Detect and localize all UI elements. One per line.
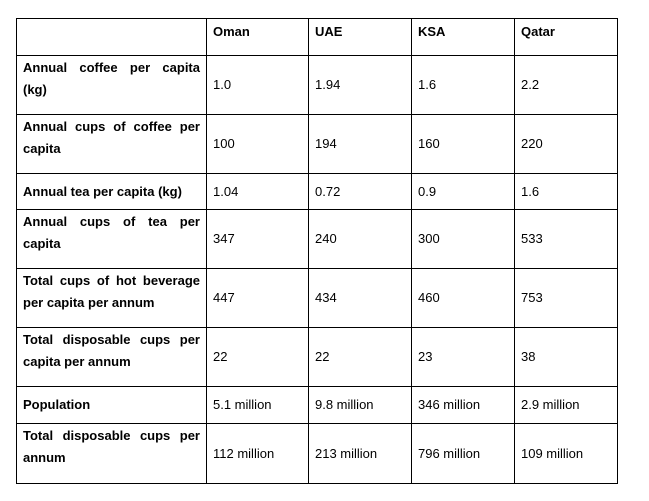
table-cell: 434 (309, 269, 412, 328)
table-cell: 0.9 (412, 174, 515, 210)
table-cell: 300 (412, 210, 515, 269)
column-header-uae: UAE (309, 19, 412, 56)
row-label: Annual cups of coffee per capita (17, 115, 207, 174)
table-row (17, 269, 618, 328)
table-cell: 194 (309, 115, 412, 174)
table-cell: 2.9 million (515, 387, 618, 424)
column-header-oman: Oman (207, 19, 309, 56)
table-cell: 112 million (207, 424, 309, 484)
table-cell: 100 (207, 115, 309, 174)
table-cell: 1.6 (515, 174, 618, 210)
column-header-qatar: Qatar (515, 19, 618, 56)
row-label: Annual cups of tea per capita (17, 210, 207, 269)
row-label: Total disposable cups per capita per annum (17, 328, 207, 387)
table-cell: 9.8 million (309, 387, 412, 424)
table-row (17, 387, 618, 424)
row-label: Population (17, 387, 207, 424)
table-cell: 447 (207, 269, 309, 328)
row-label: Annual tea per capita (kg) (17, 174, 207, 210)
table-cell: 347 (207, 210, 309, 269)
table-cell: 753 (515, 269, 618, 328)
table-row (17, 56, 618, 115)
table-cell: 109 million (515, 424, 618, 484)
table-cell: 240 (309, 210, 412, 269)
table-cell: 22 (207, 328, 309, 387)
header-row (17, 19, 618, 56)
table-cell: 213 million (309, 424, 412, 484)
table-cell: 38 (515, 328, 618, 387)
beverage-consumption-table (16, 18, 618, 484)
row-label: Total disposable cups per annum (17, 424, 207, 484)
table-cell: 1.0 (207, 56, 309, 115)
table-cell: 2.2 (515, 56, 618, 115)
table-cell: 1.04 (207, 174, 309, 210)
table-cell: 533 (515, 210, 618, 269)
table-cell: 220 (515, 115, 618, 174)
table-row (17, 424, 618, 484)
table-cell: 22 (309, 328, 412, 387)
table-cell: 346 million (412, 387, 515, 424)
table-cell: 1.6 (412, 56, 515, 115)
table-row (17, 210, 618, 269)
table-cell: 0.72 (309, 174, 412, 210)
table-cell: 160 (412, 115, 515, 174)
table-cell: 460 (412, 269, 515, 328)
table-cell: 23 (412, 328, 515, 387)
column-header-ksa: KSA (412, 19, 515, 56)
row-label: Total cups of hot beverage per capita per annum (17, 269, 207, 328)
table-row (17, 174, 618, 210)
table-cell: 1.94 (309, 56, 412, 115)
table-row (17, 115, 618, 174)
table-cell: 5.1 million (207, 387, 309, 424)
row-label: Annual coffee per capita (kg) (17, 56, 207, 115)
table-cell: 796 million (412, 424, 515, 484)
table-row (17, 328, 618, 387)
header-corner-cell (17, 19, 207, 56)
